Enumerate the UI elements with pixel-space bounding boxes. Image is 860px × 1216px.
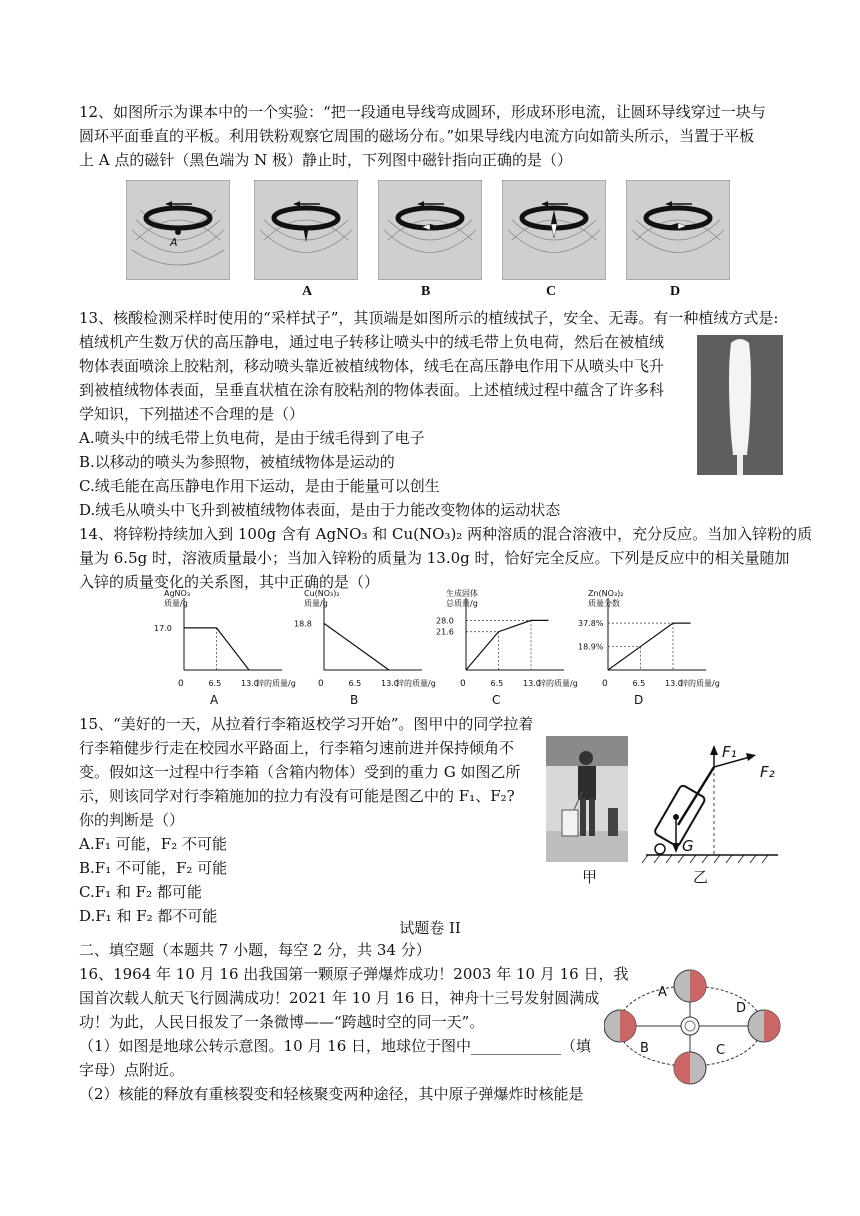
section-title: 试题卷 II <box>399 919 461 937</box>
orbit-label-b: B <box>640 1041 649 1056</box>
y-axis-title: 生成固体 <box>446 589 478 598</box>
series-line <box>324 623 389 670</box>
text-line: 12、如图所示为课本中的一个实验：“把一段通电导线弯成圆环，形成环形电流，让圆环导线穿过一块与 <box>79 103 766 121</box>
option-c-image[interactable] <box>502 180 606 280</box>
section-heading <box>79 938 785 962</box>
iron-filings-image <box>126 180 230 280</box>
option-d-image[interactable] <box>626 180 730 280</box>
text-line: 物体表面喷涂上胶粘剂，移动喷头靠近被植绒物体，绒毛在高压静电作用下从喷头中飞升 <box>79 357 665 375</box>
swab-photo <box>697 335 783 475</box>
x-tick-label: 13.0 <box>665 679 683 688</box>
text-line: 植绒机产生数万伏的高压静电，通过电子转移让喷头中的绒毛带上负电荷，然后在被植绒 <box>79 333 665 351</box>
chart-option-label: C <box>492 693 501 707</box>
fig-jia-label: 甲 <box>582 868 598 886</box>
y-axis-title: 质量分数 <box>588 599 620 608</box>
y-axis-title: Cu(NO₃)₂ <box>304 589 340 598</box>
text-line: 到被植绒物体表面，呈垂直状植在涂有胶粘剂的物体表面。上述植绒过程中蕴含了许多科 <box>79 381 665 399</box>
q14-charts-svg <box>150 588 730 708</box>
chart-option-label: B <box>350 693 359 707</box>
x-tick-label: 13.0 <box>381 679 399 688</box>
x-tick-label: 6.5 <box>348 679 362 688</box>
x-tick-label: 13.0 <box>241 679 259 688</box>
y-axis-title: 质量/g <box>304 599 328 608</box>
y-tick-label: 28.0 <box>436 616 454 626</box>
q13-stem-cont <box>79 330 685 522</box>
y-tick-label: 18.9% <box>578 642 604 652</box>
text-line: 学知识，下列描述不合理的是（） <box>79 405 305 423</box>
y-tick-label: 37.8% <box>578 619 604 629</box>
x-tick-label: 6.5 <box>208 679 222 688</box>
x-tick-label: 6.5 <box>490 679 504 688</box>
text-line: 圆环平面垂直的平板。利用铁粉观察它周围的磁场分布。”如果导线内电流方向如箭头所示，当置于平板 <box>79 127 755 145</box>
field-image-main <box>126 180 230 280</box>
text-line: 量为 6.5g 时，溶液质量最小；当加入锌粉的质量为 13.0g 时，恰好完全反应。下列是反应中的相关量随加 <box>79 549 790 567</box>
orbit-label-a: A <box>658 985 667 1000</box>
f2-label: F₂ <box>760 763 775 781</box>
option-a-label: A <box>302 284 313 299</box>
y-axis-title: AgNO₃ <box>164 589 191 598</box>
choice-a[interactable]: A.喷头中的绒毛带上负电荷，是由于绒毛得到了电子 <box>79 429 425 447</box>
text-line: 入锌的质量变化的关系图，其中正确的是（） <box>79 573 380 591</box>
origin-label: 0 <box>318 679 324 689</box>
text-line: （2）核能的释放有重核裂变和轻核聚变两种途径，其中原子弹爆炸时核能是 <box>79 1085 584 1103</box>
orbit-diagram <box>604 966 784 1086</box>
text-line: 变。假如这一过程中行李箱（含箱内物体）受到的重力 G 如图乙所 <box>79 763 521 781</box>
option-a-image[interactable] <box>254 180 358 280</box>
text-line: 15、“美好的一天，从拉着行李箱返校学习开始”。图甲中的同学拉着 <box>79 715 534 733</box>
choice-b[interactable]: B.以移动的喷头为参照物，被植绒物体是运动的 <box>79 453 395 471</box>
chart-option-label: D <box>634 693 644 707</box>
f1-label: F₁ <box>722 745 737 761</box>
text-line: 上 A 点的磁针（黑色端为 N 极）静止时，下列图中磁针指向正确的是（） <box>79 151 573 169</box>
origin-label: 0 <box>178 679 184 689</box>
force-diagram <box>638 745 788 875</box>
text-line: 你的判断是（） <box>79 811 185 829</box>
q16-stem <box>79 962 629 1106</box>
option-d-label: D <box>670 284 681 299</box>
g-label: G <box>682 837 694 855</box>
origin-label: 0 <box>460 679 466 689</box>
text-line: 字母）点附近。 <box>79 1061 185 1079</box>
x-axis-title: 锌的质量/g <box>396 679 436 688</box>
q12-stem <box>79 100 785 172</box>
y-tick-label: 17.0 <box>154 623 172 633</box>
option-b-label: B <box>421 284 431 299</box>
x-axis-title: 锌的质量/g <box>256 679 296 688</box>
origin-label: 0 <box>602 679 608 689</box>
choice-b[interactable]: B.F₁ 不可能，F₂ 可能 <box>79 859 228 877</box>
point-a-label: A <box>170 236 178 249</box>
student-photo <box>546 736 628 862</box>
orbit-label-c: C <box>716 1043 726 1058</box>
x-tick-label: 6.5 <box>632 679 646 688</box>
q15-stem <box>79 712 559 928</box>
text-line: 16、1964 年 10 月 16 出我国第一颗原子弹爆炸成功！2003 年 10 月 16 日，我 <box>79 965 629 983</box>
y-axis-title: 总质量/g <box>446 599 478 608</box>
choice-c[interactable]: C.F₁ 和 F₂ 都可能 <box>79 883 202 901</box>
choice-d[interactable]: D.绒毛从喷头中飞升到被植绒物体表面，是由于力能改变物体的运动状态 <box>79 501 561 519</box>
q13-stem <box>79 306 785 330</box>
option-c-label: C <box>546 284 557 299</box>
text-line: 功！为此，人民日报发了一条微博——“跨越时空的同一天”。 <box>79 1013 485 1031</box>
chart-option-label: A <box>210 693 219 707</box>
x-tick-label: 13.0 <box>523 679 541 688</box>
option-b-image[interactable] <box>378 180 482 280</box>
text-line: 二、填空题（本题共 7 小题，每空 2 分，共 34 分） <box>79 941 431 959</box>
y-axis-title: 质量/g <box>164 599 188 608</box>
choice-c[interactable]: C.绒毛能在高压静电作用下运动，是由于能量可以创生 <box>79 477 440 495</box>
y-tick-label: 18.8 <box>294 619 312 629</box>
q14-charts <box>150 588 730 708</box>
y-axis-title: Zn(NO₃)₂ <box>588 589 624 598</box>
series-line <box>466 620 549 670</box>
text-line: 14、将锌粉持续加入到 100g 含有 AgNO₃ 和 Cu(NO₃)₂ 两种溶质的混合溶液中，充分反应。当加入锌粉的质 <box>79 525 813 543</box>
orbit-label-d: D <box>736 1001 747 1016</box>
y-tick-label: 21.6 <box>436 627 454 637</box>
choice-a[interactable]: A.F₁ 可能，F₂ 不可能 <box>79 835 227 853</box>
q14-stem <box>79 522 813 594</box>
x-axis-title: 锌的质量/g <box>538 679 578 688</box>
text-line: 国首次载人航天飞行圆满成功！2021 年 10 月 16 日，神舟十三号发射圆满成 <box>79 989 600 1007</box>
text-line: （1）如图是地球公转示意图。10 月 16 日，地球位于图中____________（填 <box>79 1037 592 1055</box>
fig-yi-label: 乙 <box>693 868 709 886</box>
choice-d[interactable]: D.F₁ 和 F₂ 都不可能 <box>79 907 218 925</box>
text-line: 行李箱健步行走在校园水平路面上，行李箱匀速前进并保持倾角不 <box>79 739 515 757</box>
x-axis-title: 锌的质量/g <box>680 679 720 688</box>
text-line: 13、核酸检测采样时使用的“采样拭子”，其顶端是如图所示的植绒拭子，安全、无毒。有一种植绒方式是: <box>79 309 779 327</box>
text-line: 示，则该同学对行李箱施加的拉力有没有可能是图乙中的 F₁、F₂? <box>79 787 515 805</box>
